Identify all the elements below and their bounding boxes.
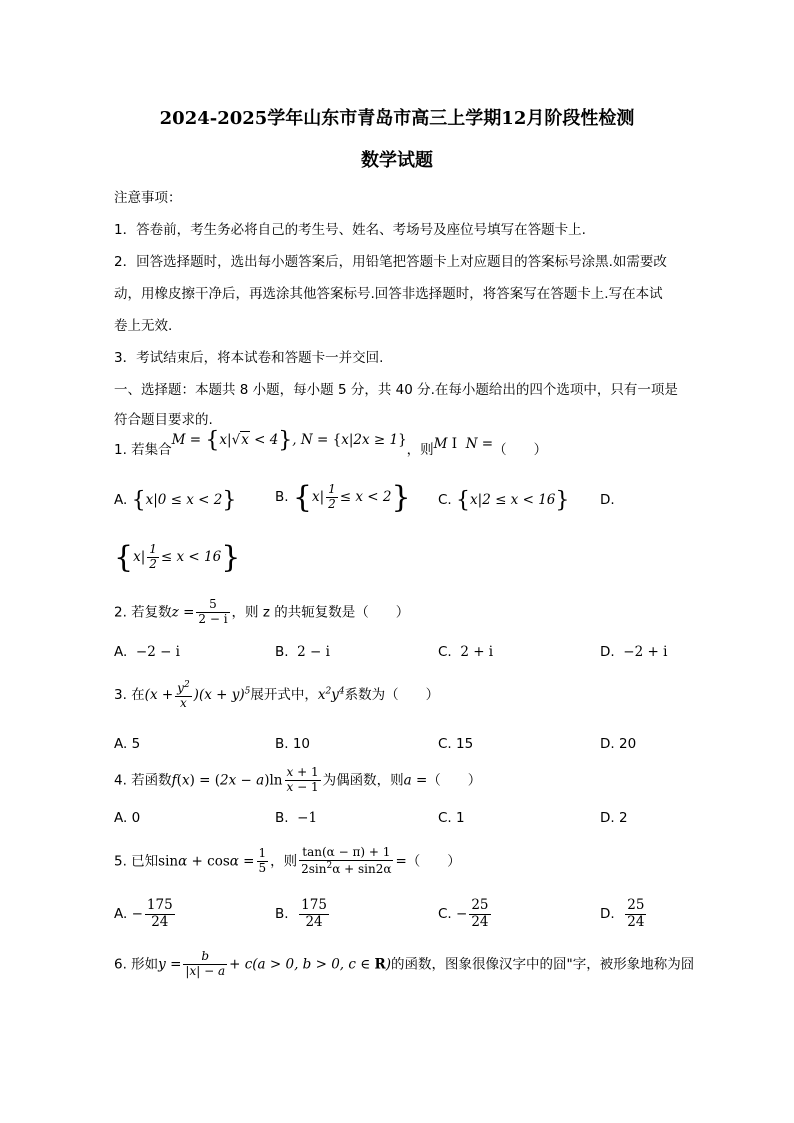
notice-item-2-cont: 动，用橡皮擦干净后，再选涂其他答案标号.回答非选择题时，将答案写在答题卡上.写在本试 [114, 286, 663, 302]
q1-option-b: B. {x| $\frac{1}{2}$ ≤ x < 2} [275, 480, 411, 515]
q5-option-c: C. − $\frac{25}{24}$ [438, 897, 489, 930]
notice-item-3: 3．考试结束后，将本试卷和答题卡一并交回. [114, 350, 384, 366]
question-1 [114, 428, 548, 463]
exam-title: 2024-2025学年山东市青岛市高三上学期12月阶段性检测 [159, 108, 635, 129]
q1-sets: M = {x|√x < 4}, N = {x|2x ≥ 1} [171, 428, 407, 453]
q4-option-c: C. 1 [438, 810, 465, 826]
section-heading-cont: 符合题目要求的. [114, 412, 213, 428]
notice-item-2-end: 卷上无效. [114, 318, 173, 334]
exam-subtitle: 数学试题 [361, 150, 433, 171]
q3-option-b: B. 10 [275, 736, 311, 752]
question-6: 6. 形如y = $\frac{b}{|x| - a}$ + c(a > 0, b > 0, c ∈ R)的函数，图象很像汉字中的囧"字，被形象地称为囧 [114, 949, 695, 978]
q3-option-a: A. 5 [114, 736, 141, 752]
q1-option-d: D. [600, 492, 615, 508]
q1-option-c: C. {x|2 ≤ x < 16} [438, 488, 570, 513]
q1-paren: （ ） [493, 442, 548, 458]
q5-option-a: A. − $\frac{175}{24}$ [114, 897, 173, 930]
q2-option-b: B. 2 − i [275, 644, 330, 660]
notice-item-1: 1．答卷前，考生务必将自己的考生号、姓名、考场号及座位号填写在答题卡上. [114, 222, 586, 238]
question-3: 3. 在(x + $\frac{y^2}{x}$ )$(x + y)^5$展开式中，$x^2y^4$系数为（ ） [114, 680, 440, 710]
q1-expression: M I N = [433, 436, 494, 452]
notice-item-2: 2．回答选择题时，选出每小题答案后，用铅笔把答题卡上对应题目的答案标号涂黑.如需要改 [114, 254, 667, 270]
q2-option-c: C. 2 + i [438, 644, 494, 660]
q1-prefix: 1. 若集合 [114, 442, 172, 458]
section-heading: 一、选择题：本题共 8 小题，每小题 5 分，共 40 分.在每小题给出的四个选项中，只有一项是 [114, 382, 678, 398]
q2-option-d: D. −2 + i [600, 644, 668, 660]
question-2: 2. 若复数z = $\frac{5}{2 - i}$ ，则 z 的共轭复数是（ ） [114, 597, 410, 626]
question-4: 4. 若函数f(x) = (2x − a)ln $\frac{x + 1}{x - 1}$ 为偶函数，则a =（ ） [114, 765, 482, 794]
q5-option-d: D. $\frac{25}{24}$ [600, 897, 645, 930]
question-5: 5. 已知sinα + cosα = $\frac{1}{5}$ ，则 $\frac{\tan(\alpha - \pi) + 1}{2\sin^2\alpha + \sin 2\alpha}$ =（ ） [114, 845, 461, 876]
q1-mid: ，则 [406, 442, 434, 458]
q1-option-a: A. {x|0 ≤ x < 2} [114, 488, 237, 513]
q2-option-a: A. −2 − i [114, 644, 181, 660]
notice-heading: 注意事项： [114, 190, 182, 206]
q4-option-b: B. −1 [275, 810, 318, 826]
q1-option-d-value: {x| $\frac{1}{2}$ ≤ x < 16} [114, 540, 241, 575]
q4-option-a: A. 0 [114, 810, 141, 826]
q5-option-b: B. $\frac{175}{24}$ [275, 897, 327, 930]
q3-option-d: D. 20 [600, 736, 637, 752]
q3-option-c: C. 15 [438, 736, 474, 752]
q4-option-d: D. 2 [600, 810, 628, 826]
